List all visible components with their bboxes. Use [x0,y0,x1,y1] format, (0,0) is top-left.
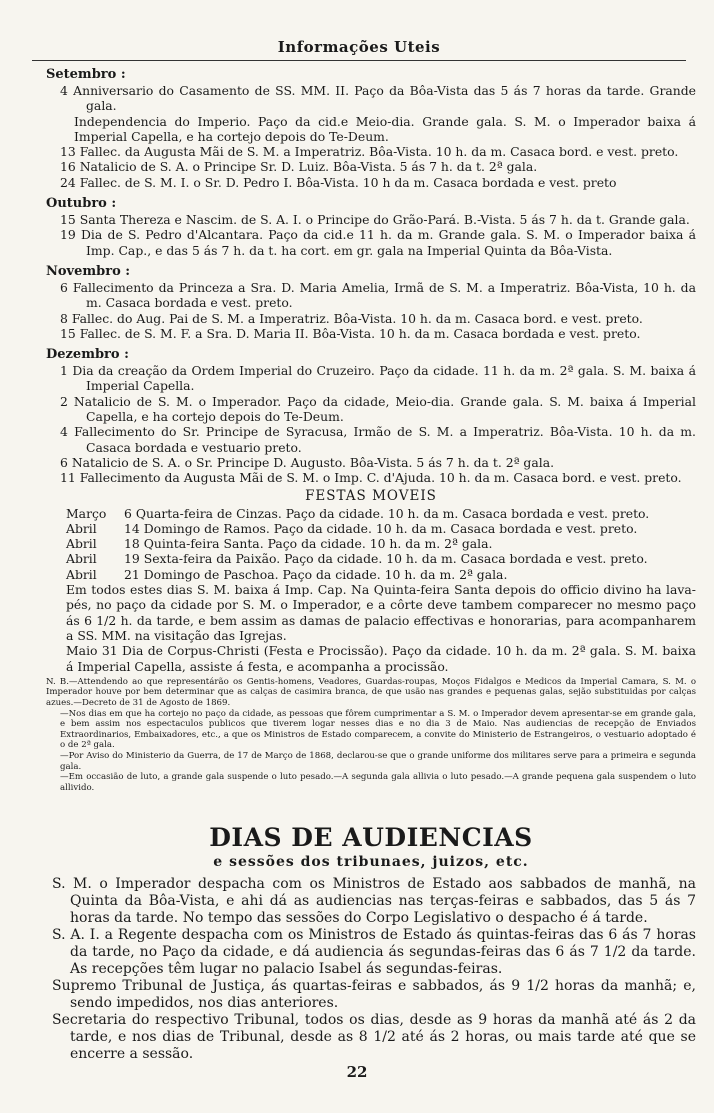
festa-text: 21 Domingo de Paschoa. Paço da cidade. 10 h. da m. 2ª gala. [124,566,508,582]
month-heading: Novembro : [46,263,131,279]
calendar-entry: 15 Santa Thereza e Nascim. de S. A. I. o Principe do Grão-Pará. B.-Vista. 5 ás 7 h. da t. Grande gala. [60,212,690,228]
audiencias-title: DIAS DE AUDIENCIAS [209,823,533,853]
calendar-entry: 4 Anniversario do Casamento de SS. MM. II. Paço da Bôa-Vista das 5 ás 7 horas da tarde. Grande gala. [60,83,696,114]
festa-row [46,567,696,582]
festas-paragraph: Em todos estes dias S. M. baixa á Imp. Cap. Na Quinta-feira Santa depois do officio divino ha lava-pés, no paço da cidade por S. M. o Imperador, e a côrte deve tambem comparecer no mesmo paço ás 6 1/2 h. da tarde, e bem assim as damas de palacio effectivas e honorarias, para acompanharem a SS. MM. na visitação das Igrejas. [66,582,696,643]
section-outubro [46,196,696,258]
festa-month: Abril [66,520,97,536]
festa-row [46,536,696,551]
footnote: —Por Aviso do Ministerio da Guerra, de 17 de Março de 1868, declarou-se que o grande uniforme dos militares serve para a primeira e segunda gala. [60,750,696,772]
festa-month: Abril [66,536,97,552]
footnote: —Em occasião de luto, a grande gala suspende o luto pesado.—A segunda gala allivia o luto pesado.—A grande pequena gala suspendem o luto allivido. [60,772,696,793]
calendar-entry: 16 Natalicio de S. A. o Principe Sr. D. Luiz. Bôa-Vista. 5 ás 7 h. da t. 2ª gala. [60,159,538,175]
calendar-entry: Independencia do Imperio. Paço da cid.e Meio-dia. Grande gala. S. M. o Imperador baixa á Imperial Capella, e ha cortejo depois do Te-Deum. [74,113,696,144]
section-setembro [46,67,696,190]
festa-month: Abril [66,551,97,567]
calendar-entry: 4 Fallecimento do Sr. Principe de Syracusa, Irmão de S. M. a Imperatriz. Bôa-Vista. 10 h. da m. Casaca bordada e vestuario preto. [60,424,696,455]
calendar-entry: 15 Fallec. de S. M. F. a Sra. D. Maria II. Bôa-Vista. 10 h. da m. Casaca bordada e vest. preto. [60,325,641,341]
festa-row [46,521,696,536]
calendar-entry: 19 Dia de S. Pedro d'Alcantara. Paço da cid.e 11 h. da m. Grande gala. S. M. o Imperador baixa á Imp. Cap., e das 5 ás 7 h. da t. ha cort. em gr. gala na Imperial Quinta da Bôa-Vista. [60,227,696,258]
audiencia-paragraph: S. A. I. a Regente despacha com os Ministros de Estado ás quintas-feiras das 6 ás 7 horas da tarde, no Paço da cidade, e dá audiencia ás segundas-feiras das 6 ás 7 1/2 da tarde. As recepções têm lugar no palacio Isabel ás segundas-feiras. [52,927,696,978]
festas-title: FESTAS MOVEIS [305,487,437,504]
audiencia-paragraph: Secretaria do respectivo Tribunal, todos os dias, desde as 9 horas da manhã até ás 2 da tarde, e nos dias de Tribunal, desde as 8 1/2 até ás 2 horas, ou mais tarde até que se encerre a sessão. [52,1012,696,1063]
footnote: N. B.—Attendendo ao que representárão os Gentis-homens, Veadores, Guardas-roupas, Moços Fidalgos e Medicos da Imperial Camara, S. M. o Imperador houve por bem determinar que as calças de casimira branca, de que usão nas grandes e pequenas galas, sejão substituidas por calças azues.—Decreto de 31 de Agosto de 1869. [46,676,696,708]
festa-text: 19 Sexta-feira da Paixão. Paço da cidade. 10 h. da m. Casaca bordada e vest. preto. [124,551,648,567]
month-heading: Setembro : [46,67,126,82]
section-festas-moveis [46,488,696,674]
calendar-entry: 6 Natalicio de S. A. o Sr. Principe D. Augusto. Bôa-Vista. 5 ás 7 h. da t. 2ª gala. [60,454,555,470]
page-number: 22 [346,1063,368,1081]
calendar-entry: 11 Fallecimento da Augusta Mãi de S. M. o Imp. C. d'Ajuda. 10 h. da m. Casaca bord. e vest. preto. [60,470,682,486]
festa-row [46,506,696,521]
audiencias-subtitle: e sessões dos tribunaes, juizos, etc. [213,854,529,871]
section-audiencias [46,823,696,1063]
footnote: —Nos dias em que ha cortejo no paço da cidade, as pessoas que fôrem cumprimentar a S. M. o Imperador devem apresentar-se em grande gala, e bem assim nos espectaculos publicos que tiverem logar nesses dias e no dia 3 de Maio. Nas audiencias de recepção de Enviados Extraordinarios, Embaixadores, etc., a que os Ministros de Estado comparecem, a convite do Ministerio de Estrangeiros, o vestuario adoptado é o de 2ª gala. [60,708,696,751]
footnotes [46,677,696,794]
running-title: Informações Uteis [32,0,686,61]
festa-text: 18 Quinta-feira Santa. Paço da cidade. 10 h. da m. 2ª gala. [124,536,493,552]
festa-text: 6 Quarta-feira de Cinzas. Paço da cidade. 10 h. da m. Casaca bordada e vest. preto. [124,505,650,521]
month-heading: Dezembro : [46,347,129,363]
month-heading: Outubro : [46,196,117,212]
calendar-entry: 13 Fallec. da Augusta Mãi de S. M. a Imperatriz. Bôa-Vista. 10 h. da m. Casaca bord. e vest. preto. [60,144,679,160]
festa-text: 14 Domingo de Ramos. Paço da cidade. 10 h. da m. Casaca bordada e vest. preto. [124,520,638,536]
festa-row [46,551,696,566]
festa-month: Abril [66,566,97,582]
maio-paragraph: Maio 31 Dia de Corpus-Christi (Festa e Procissão). Paço da cidade. 10 h. da m. 2ª gala. S. M. baixa á Imperial Capella, assiste á festa, e acompanha a procissão. [66,643,696,674]
festa-month: Março [66,505,107,521]
audiencia-paragraph: S. M. o Imperador despacha com os Ministros de Estado aos sabbados de manhã, na Quinta da Bôa-Vista, e ahi dá as audiencias nas terças-feiras e sabbados, das 5 ás 7 horas da tarde. No tempo das sessões do Corpo Legislativo o despacho é á tarde. [52,876,696,927]
calendar-entry: 6 Fallecimento da Princeza a Sra. D. Maria Amelia, Irmã de S. M. a Imperatriz. Bôa-Vista, 10 h. da m. Casaca bordada e vest. preto. [60,279,696,311]
section-novembro [46,264,696,341]
section-dezembro [46,347,696,485]
audiencia-paragraph: Supremo Tribunal de Justiça, ás quartas-feiras e sabbados, ás 9 1/2 horas da manhã; e, sendo impedidos, nos dias anteriores. [52,978,696,1012]
calendar-entry: 2 Natalicio de S. M. o Imperador. Paço da cidade, Meio-dia. Grande gala. S. M. baixa á Imperial Capella, e ha cortejo depois do Te-Deum. [60,393,696,425]
calendar-entry: 8 Fallec. do Aug. Pai de S. M. a Imperatriz. Bôa-Vista. 10 h. da m. Casaca bord. e vest. preto. [60,310,643,326]
calendar-entry: 1 Dia da creação da Ordem Imperial do Cruzeiro. Paço da cidade. 11 h. da m. 2ª gala. S. M. baixa á Imperial Capella. [60,363,696,394]
calendar-entry: 24 Fallec. de S. M. I. o Sr. D. Pedro I. Bôa-Vista. 10 h da m. Casaca bordada e vest. preto [60,174,617,190]
